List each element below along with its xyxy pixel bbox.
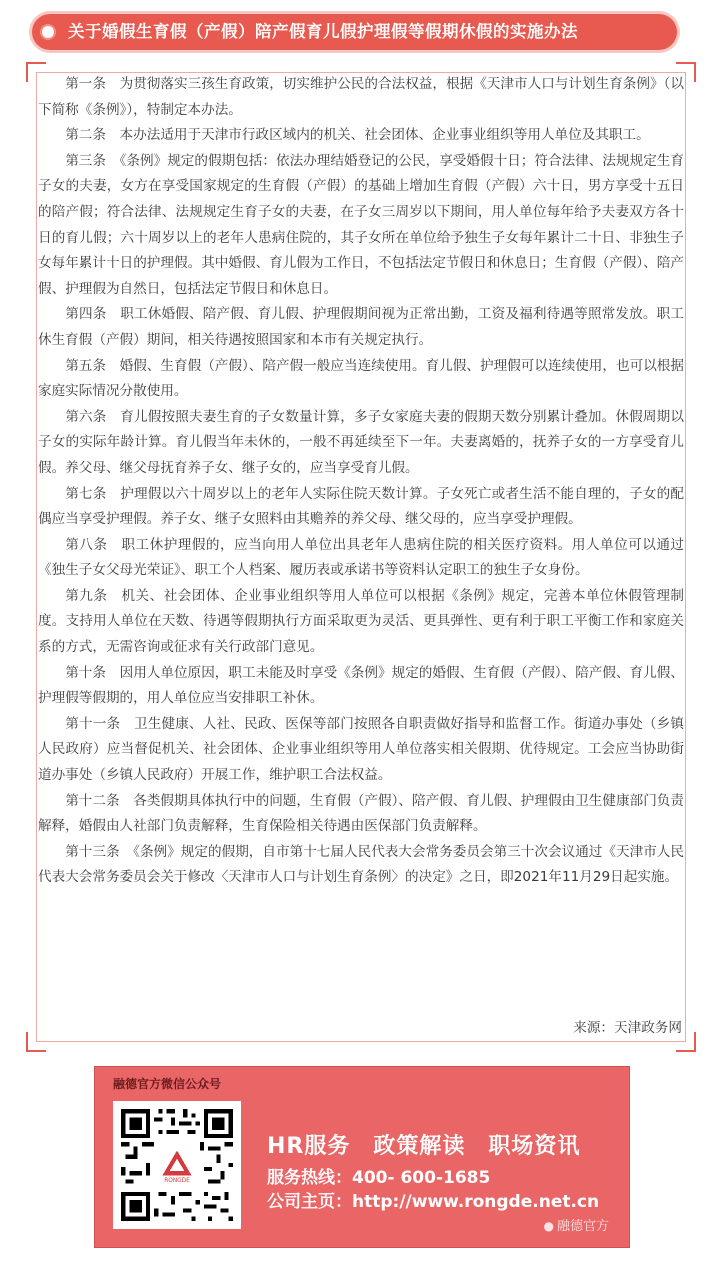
article-12: 第十二条 各类假期具体执行中的问题，生育假（产假）、陪产假、育儿假、护理假由卫生健康部门负责解释，婚假由人社部门负责解释，生育保险相关待遇由医保部门负责解释。 — [38, 792, 684, 835]
article-5: 第五条 婚假、生育假（产假）、陪产假一般应当连续使用。育儿假、护理假可以连续使用，也可以根据家庭实际情况分散使用。 — [38, 357, 684, 400]
article-11: 第十一条 卫生健康、人社、民政、医保等部门按照各自职责做好指导和监督工作。街道办事处（乡镇人民政府）应当督促机关、社会团体、企业事业组织等用人单位落实相关假期、优待规定。工会应当协助街道办事处（乡镇人民政府）开展工作，维护职工合法权益。 — [38, 715, 684, 784]
article-6: 第六条 育儿假按照夫妻生育的子女数量计算，多子女家庭夫妻的假期天数分别累计叠加。休假周期以子女的实际年龄计算。育儿假当年未休的，一般不再延续至下一年。夫妻离婚的，抚养子女的一方享受育儿假。养父母、继父母抚育养子女、继子女的，应当享受育儿假。 — [38, 408, 684, 476]
page-title: 关于婚假生育假（产假）陪产假育儿假护理假等假期休假的实施办法 — [68, 22, 578, 41]
article-7: 第七条 护理假以六十周岁以上的老年人实际住院天数计算。子女死亡或者生活不能自理的，子女的配偶应当享受护理假。养子女、继子女照料由其赡养的养父母、继父母的，应当享受护理假。 — [38, 485, 684, 528]
article-10: 第十条 因用人单位原因，职工未能及时享受《条例》规定的婚假、生育假（产假）、陪产假、育儿假、护理假等假期的，用人单位应当安排职工补休。 — [38, 664, 684, 707]
article-8: 第八条 职工休护理假的，应当向用人单位出具老年人患病住院的相关医疗资料。用人单位可以通过《独生子女父母光荣证》、职工个人档案、履历表或承诺书等资料认定职工的独生子女身份。 — [38, 536, 684, 579]
svg-text:RONGDE: RONGDE — [164, 1177, 190, 1184]
article-13: 第十三条 《条例》规定的假期，自市第十七届人民代表大会常务委员会第三十次会议通过《天津市人民代表大会常务委员会关于修改〈天津市人口与计划生育条例〉的决定》之日，即2021年11月29日起实施。 — [38, 843, 684, 886]
bullet-dot-icon — [42, 26, 54, 38]
promo-banner[interactable] — [94, 1066, 630, 1248]
wechat-account-name: 融德官方 — [556, 1219, 609, 1234]
article-body — [38, 72, 684, 891]
article-4: 第四条 职工休婚假、陪产假、育儿假、护理假期间视为正常出勤，工资及福利待遇等照常发放。职工休生育假（产假）期间，相关待遇按照国家和本市有关规定执行。 — [38, 306, 684, 348]
service-hotline[interactable]: 服务热线：400- 600-1685 — [267, 1168, 491, 1188]
homepage-link[interactable]: 公司主页：http://www.rongde.net.cn — [267, 1192, 600, 1212]
title-bar — [32, 14, 677, 50]
source-credit: 来源：天津政务网 — [573, 1020, 682, 1036]
banner-label: 融德官方微信公众号 — [113, 1077, 222, 1091]
article-1: 第一条 为贯彻落实三孩生育政策，切实维护公民的合法权益，根据《天津市人口与计划生育条例》（以下简称《条例》），特制定本办法。 — [38, 76, 684, 118]
article-9: 第九条 机关、社会团体、企业事业组织等用人单位可以根据《条例》规定，完善本单位休假管理制度。支持用人单位在天数、待遇等假期执行方面采取更为灵活、更具弹性、更有利于职工平衡工作和家庭关系的方式，无需咨询或征求有关行政部门意见。 — [38, 587, 684, 656]
wechat-account[interactable] — [544, 1215, 610, 1234]
article-2: 第二条 本办法适用于天津市行政区域内的机关、社会团体、企业事业组织等用人单位及其职工。 — [65, 127, 650, 144]
qr-code-icon — [117, 1105, 237, 1225]
article-3: 第三条 《条例》规定的假期包括：依法办理结婚登记的公民，享受婚假十日；符合法律、法规规定生育子女的夫妻，女方在享受国家规定的生育假（产假）的基础上增加生育假（产假）六十日，男方享受十五日的陪产假；符合法律、法规规定生育子女的夫妻，在子女三周岁以下期间，用人单位每年给予夫妻双方各十日的育儿假；六十周岁以上的老年人患病住院的，其子女所在单位给予独生子女每年累计二十日、非独生子女每年累计十日的护理假。其中婚假、育儿假为工作日，不包括法定节假日和休息日；生育假（产假）、陪产假、护理假为自然日，包括法定节假日和休息日。 — [38, 152, 684, 297]
wechat-icon: ● — [543, 1219, 554, 1233]
qr-code[interactable] — [113, 1101, 241, 1229]
banner-tagline: HR服务 政策解读 职场资讯 — [267, 1134, 581, 1159]
